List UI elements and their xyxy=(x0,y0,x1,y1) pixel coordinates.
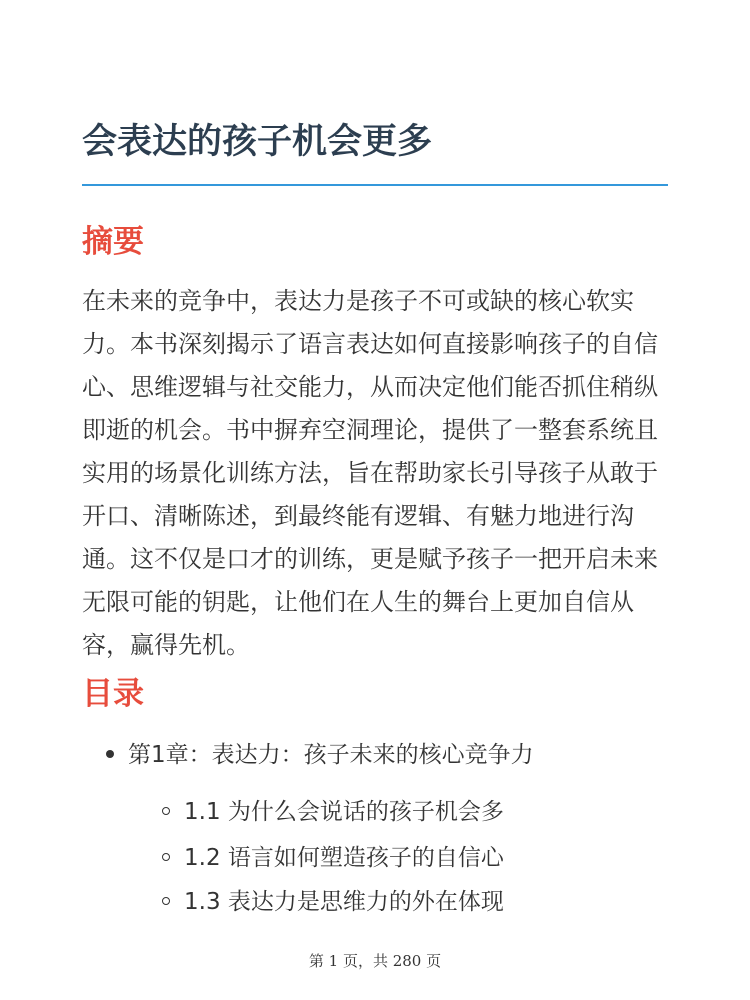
toc-heading: 目录 xyxy=(82,676,144,712)
toc-section-item xyxy=(162,838,504,878)
title-divider xyxy=(82,184,668,186)
toc-section-label: 1.2 语言如何塑造孩子的自信心 xyxy=(184,845,504,871)
book-title: 会表达的孩子机会更多 xyxy=(82,122,433,162)
toc-chapter-label: 第1章：表达力：孩子未来的核心竞争力 xyxy=(128,742,534,768)
toc-section-item xyxy=(162,792,504,832)
document-page xyxy=(82,0,668,1000)
page-number-footer: 第 1 页，共 280 页 xyxy=(308,952,442,970)
toc-chapter-item xyxy=(106,735,534,775)
bullet-circle-icon xyxy=(162,807,170,815)
bullet-disc-icon xyxy=(106,750,114,758)
bullet-circle-icon xyxy=(162,853,170,861)
toc-section-item xyxy=(162,882,504,922)
toc-section-label: 1.3 表达力是思维力的外在体现 xyxy=(184,889,504,915)
toc-section-label: 1.1 为什么会说话的孩子机会多 xyxy=(184,799,504,825)
summary-paragraph: 在未来的竞争中，表达力是孩子不可或缺的核心软实力。本书深刻揭示了语言表达如何直接影响孩子的自信心、思维逻辑与社交能力，从而决定他们能否抓住稍纵即逝的机会。书中摒弃空洞理论，提供了一整套系统且实用的场景化训练方法，旨在帮助家长引导孩子从敢于开口、清晰陈述，到最终能有逻辑、有魅力地进行沟通。这不仅是口才的训练，更是赋予孩子一把开启未来无限可能的钥匙，让他们在人生的舞台上更加自信从容，赢得先机。 xyxy=(82,287,658,659)
bullet-circle-icon xyxy=(162,897,170,905)
summary-heading: 摘要 xyxy=(82,224,144,260)
